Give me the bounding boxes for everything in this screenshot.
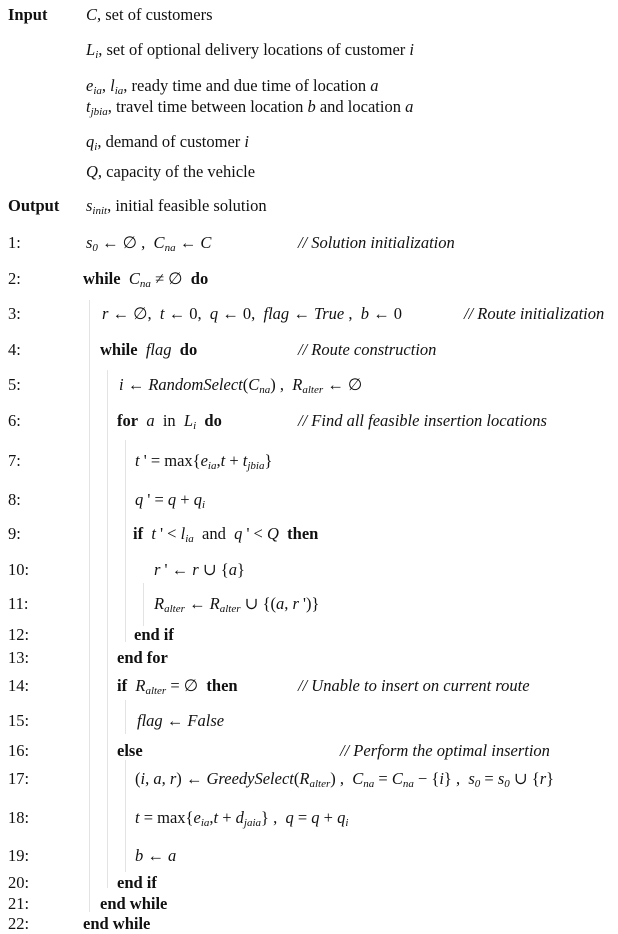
input-customers: C, set of customers — [86, 5, 213, 24]
output-solution: $s_{init}$, initial feasible solution — [86, 196, 267, 217]
indent-guide — [125, 440, 126, 642]
input-label: Input — [8, 5, 48, 24]
indent-guide — [125, 760, 126, 872]
indent-guide — [89, 300, 90, 912]
input-locations: $L_i$, set of optional delivery locations of customer i — [86, 40, 414, 61]
indent-guide — [125, 700, 126, 734]
indent-guide — [143, 583, 144, 626]
indent-guide — [107, 370, 108, 888]
input-travel-time: $t_{jbia}$, travel time between location b and location a — [86, 97, 414, 118]
input-time-windows: $e_{ia}$, $l_{ia}$, ready time and due time of location a — [86, 76, 379, 97]
input-demand: $q_i$, demand of customer i — [86, 132, 249, 153]
input-capacity: Q, capacity of the vehicle — [86, 162, 256, 181]
output-label: Output — [8, 196, 60, 215]
